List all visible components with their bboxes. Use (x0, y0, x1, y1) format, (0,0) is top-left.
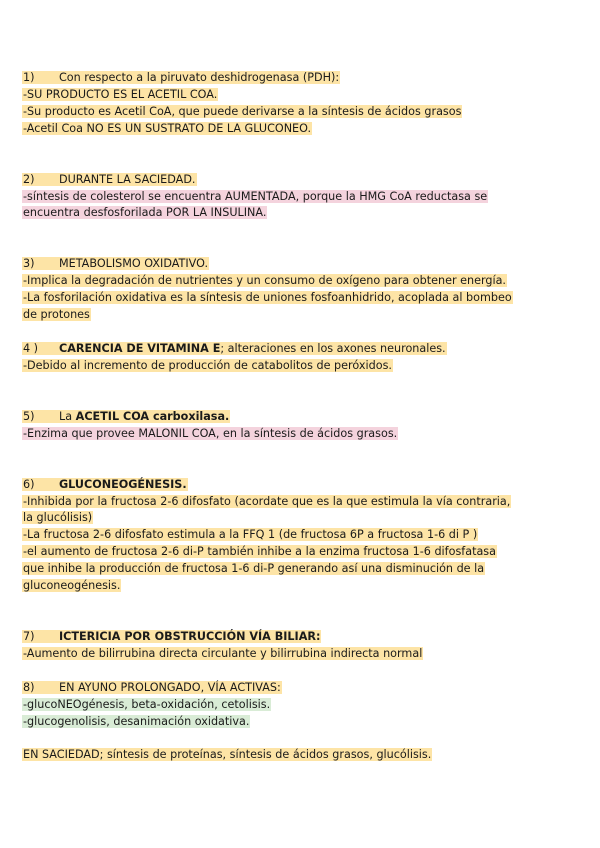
item-6-title: 6) GLUCONEOGÉNESIS. (23, 477, 187, 491)
item-1-title: 1) Con respecto a la piruvato deshidrogenasa (PDH): (23, 71, 340, 84)
item-3-line-3: de protones (23, 308, 90, 322)
item-2-line-1: -síntesis de colesterol se encuentra AUMENTADA, porque la HMG CoA reductasa se (23, 189, 488, 203)
item-8 (22, 680, 567, 731)
item-7-line-1: -Aumento de bilirrubina directa circulante y bilirrubina indirecta normal (23, 646, 423, 660)
item-8-line-2: -glucogenolisis, desanimación oxidativa. (23, 714, 250, 728)
item-6 (22, 477, 567, 595)
item-1-line-1: -SU PRODUCTO ES EL ACETIL COA. (23, 87, 218, 101)
item-6-line-5: que inhibe la producción de fructosa 1-6 di-P generando así una disminución de la (23, 562, 485, 576)
item-7-title: 7) ICTERICIA POR OBSTRUCCIÓN VÍA BILIAR: (23, 629, 321, 643)
item-1 (22, 70, 567, 138)
footer-line: EN SACIEDAD; síntesis de proteínas, síntesis de ácidos grasos, glucólisis. (23, 748, 432, 762)
item-6-line-2: la glucólisis) (23, 511, 93, 525)
item-8-title: 8) EN AYUNO PROLONGADO, VÍA ACTIVAS: (23, 680, 281, 694)
item-3 (22, 256, 567, 324)
item-3-line-2: -La fosforilación oxidativa es la síntesis de uniones fosfoanhidrido, acoplada al bombeo (23, 291, 512, 305)
item-2-line-2: encuentra desfosforilada POR LA INSULINA. (23, 206, 267, 220)
item-6-line-1: -Inhibida por la fructosa 2-6 difosfato (acordate que es la que estimula la vía contraria, (23, 494, 511, 508)
item-6-line-3: -La fructosa 2-6 difosfato estimula a la FFQ 1 (de fructosa 6P a fructosa 1-6 di P ) (23, 528, 478, 542)
item-6-line-4: -el aumento de fructosa 2-6 di-P también inhibe a la enzima fructosa 1-6 difosfatasa (23, 545, 496, 559)
item-4-title: 4 ) CARENCIA DE VITAMINA E; alteraciones en los axones neuronales. (23, 341, 446, 355)
item-4 (22, 341, 567, 375)
document-body (22, 70, 567, 764)
item-1-line-3: -Acetil Coa NO ES UN SUSTRATO DE LA GLUCONEO. (23, 121, 312, 135)
item-5 (22, 409, 567, 443)
item-6-line-6: gluconeogénesis. (23, 579, 121, 593)
item-5-title: 5) La ACETIL COA carboxilasa. (23, 409, 230, 423)
item-2 (22, 172, 567, 223)
item-1-line-2: -Su producto es Acetil CoA, que puede derivarse a la síntesis de ácidos grasos (23, 104, 462, 118)
item-2-title: 2) DURANTE LA SACIEDAD. (23, 172, 196, 186)
footer-note (22, 747, 567, 764)
item-8-line-1: -glucoNEOgénesis, beta-oxidación, cetolisis. (23, 697, 271, 711)
item-3-line-1: -Implica la degradación de nutrientes y un consumo de oxígeno para obtener energía. (23, 274, 506, 288)
item-4-line-1: -Debido al incremento de producción de catabolitos de peróxidos. (23, 358, 392, 372)
item-7 (22, 629, 567, 663)
item-3-title: 3) METABOLISMO OXIDATIVO. (23, 257, 209, 271)
item-5-line-1: -Enzima que provee MALONIL COA, en la síntesis de ácidos grasos. (23, 426, 398, 440)
